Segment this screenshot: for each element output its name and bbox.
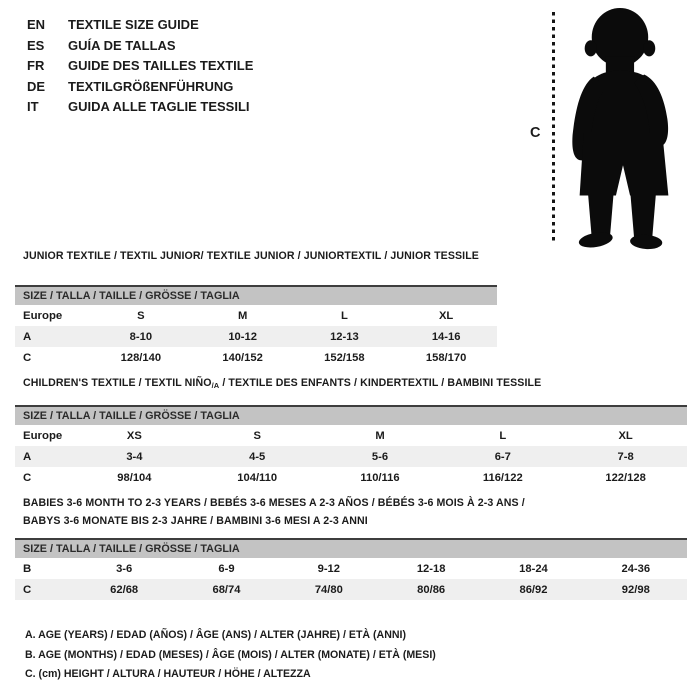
size-header-bar: SIZE / TALLA / TAILLE / GRÖSSE / TAGLIA — [15, 285, 497, 305]
language-code: DE — [27, 78, 46, 94]
size-cell: 158/170 — [425, 351, 467, 364]
title-text: / TEXTILE DES ENFANTS / KINDERTEXTIL / BAMBINI TESSILE — [219, 377, 542, 389]
size-cell: XL — [618, 429, 633, 442]
size-cell: 5-6 — [371, 450, 389, 463]
language-row-es — [27, 36, 253, 57]
size-cell: 7-8 — [617, 450, 634, 463]
table-row-age — [15, 446, 687, 467]
measurement-legend — [25, 626, 436, 685]
size-cell: XL — [438, 309, 454, 322]
language-row-de — [27, 77, 253, 98]
size-cell: 3-4 — [126, 450, 143, 463]
size-cell: S — [137, 309, 145, 322]
size-cell: 14-16 — [431, 330, 461, 343]
size-cell: 86/92 — [519, 583, 548, 596]
size-cell: 4-5 — [249, 450, 266, 463]
size-cell: 80/86 — [417, 583, 446, 596]
size-cell: 6-9 — [218, 562, 235, 575]
table-row-height — [15, 467, 687, 488]
row-label: A — [23, 330, 32, 343]
size-cell: 62/68 — [110, 583, 139, 596]
language-code: ES — [27, 37, 45, 53]
language-title: GUIDA ALLE TAGLIE TESSILI — [68, 99, 250, 115]
size-cell: 116/122 — [482, 471, 523, 484]
height-measure-label: C — [530, 125, 541, 141]
size-cell: 24-36 — [621, 562, 651, 575]
language-title: GUIDE DES TAILLES TEXTILE — [68, 58, 254, 74]
language-list — [27, 15, 253, 118]
language-row-fr — [27, 56, 253, 77]
size-cell: 6-7 — [494, 450, 511, 463]
size-cell: XS — [126, 429, 142, 442]
size-cell: M — [237, 309, 248, 322]
table-row-europe — [15, 425, 687, 446]
row-label: B — [23, 562, 32, 575]
language-title: TEXTILE SIZE GUIDE — [68, 17, 199, 32]
title-line-1: BABIES 3-6 MONTH TO 2-3 YEARS / BEBÉS 3-6 MESES A 2-3 AÑOS / BÉBÉS 3-6 MOIS À 2-3 ANS / — [23, 497, 525, 509]
size-cell: 122/128 — [605, 471, 646, 484]
junior-textile-title: JUNIOR TEXTILE / TEXTIL JUNIOR/ TEXTILE JUNIOR / JUNIORTEXTIL / JUNIOR TESSILE — [23, 250, 479, 262]
size-cell: 104/110 — [237, 471, 278, 484]
row-label: A — [23, 450, 32, 463]
language-title: GUÍA DE TALLAS — [68, 37, 176, 53]
size-cell: 98/104 — [117, 471, 152, 484]
row-label: C — [23, 583, 32, 596]
legend-line-b: B. AGE (MONTHS) / EDAD (MESES) / ÂGE (MOIS) / ALTER (MONATE) / ETÀ (MESI) — [25, 648, 436, 661]
table-row-europe — [15, 305, 497, 326]
babies-textile-title — [23, 495, 525, 530]
size-cell: 10-12 — [228, 330, 257, 343]
table-row-age — [15, 326, 497, 347]
language-code: IT — [27, 99, 39, 115]
junior-size-table — [15, 285, 497, 368]
size-cell: 12-13 — [330, 330, 359, 343]
row-label: Europe — [23, 309, 63, 322]
size-cell: L — [340, 309, 348, 322]
size-cell: S — [253, 429, 261, 442]
size-cell: 92/98 — [621, 583, 650, 596]
size-cell: 74/80 — [314, 583, 343, 596]
table-row-height — [15, 347, 497, 368]
size-cell: 68/74 — [212, 583, 241, 596]
size-header-bar: SIZE / TALLA / TAILLE / GRÖSSE / TAGLIA — [15, 538, 687, 558]
legend-line-c: C. (cm) HEIGHT / ALTURA / HAUTEUR / HÖHE / ALTEZZA — [25, 668, 311, 681]
language-code: EN — [27, 17, 46, 32]
language-title: TEXTILGRÖßENFÜHRUNG — [68, 78, 234, 94]
table-row-months — [15, 558, 687, 579]
table-row-height — [15, 579, 687, 600]
size-cell: 12-18 — [416, 562, 446, 575]
size-header-bar: SIZE / TALLA / TAILLE / GRÖSSE / TAGLIA — [15, 405, 687, 425]
size-cell: 8-10 — [129, 330, 153, 343]
children-size-table — [15, 405, 687, 488]
size-cell: 18-24 — [519, 562, 548, 575]
size-cell: M — [375, 429, 385, 442]
baby-silhouette-icon — [562, 6, 686, 250]
size-cell: 128/140 — [120, 351, 162, 364]
size-cell: 110/116 — [360, 471, 400, 484]
legend-line-a: A. AGE (YEARS) / EDAD (AÑOS) / ÂGE (ANS) / ALTER (JAHRE) / ETÀ (ANNI) — [25, 629, 406, 641]
language-row-it — [27, 97, 253, 118]
size-cell: 140/152 — [222, 351, 263, 364]
row-label: C — [23, 471, 32, 484]
title-subscript: /A — [211, 381, 220, 390]
children-textile-title — [23, 377, 541, 389]
title-text: CHILDREN'S TEXTILE / TEXTIL NIÑO — [23, 377, 212, 389]
babies-size-table — [15, 538, 687, 600]
row-label: C — [23, 351, 32, 364]
size-cell: 9-12 — [317, 562, 341, 575]
size-cell: 152/158 — [324, 351, 365, 364]
row-label: Europe — [23, 429, 63, 442]
language-code: FR — [27, 58, 45, 74]
size-cell: L — [499, 429, 507, 442]
language-row-en — [27, 15, 253, 36]
size-cell: 3-6 — [116, 562, 133, 575]
height-measure-line — [552, 12, 555, 243]
title-line-2: BABYS 3-6 MONATE BIS 2-3 JAHRE / BAMBINI 3-6 MESI A 2-3 ANNI — [23, 514, 368, 527]
